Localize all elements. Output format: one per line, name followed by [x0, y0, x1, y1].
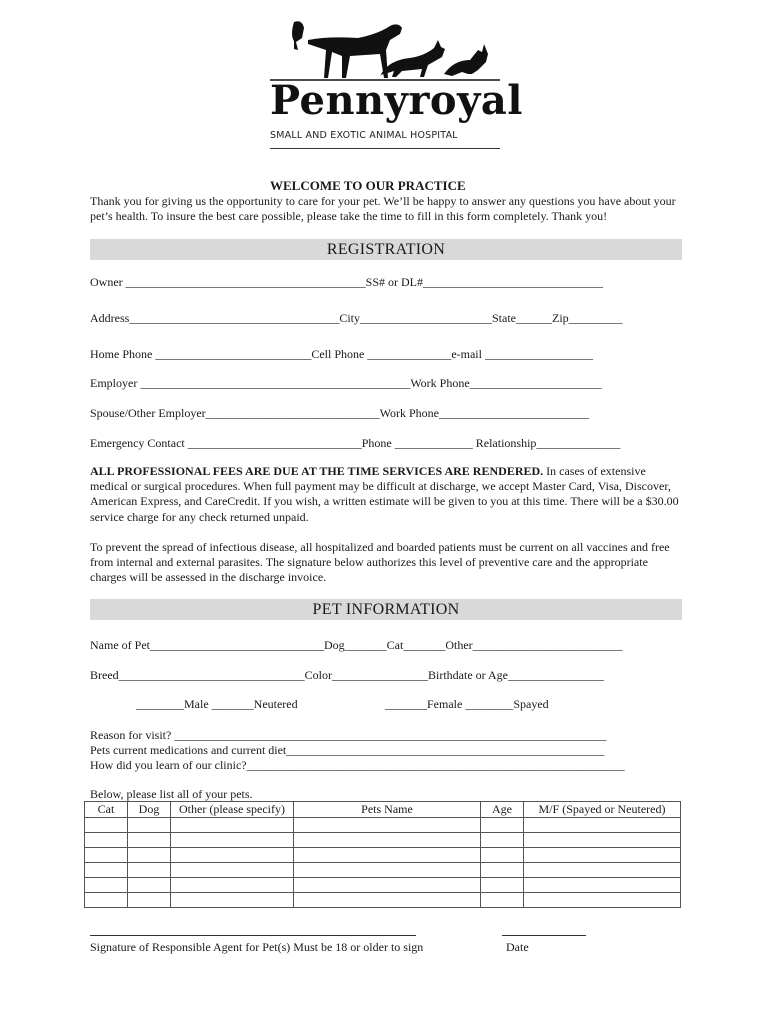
table-cell-input[interactable] [85, 863, 128, 878]
spouse-employer-field[interactable]: Spouse/Other Employer_____________________________Work Phone_________________________ [90, 406, 590, 420]
reason-field[interactable]: Reason for visit? ________________________________________________________________________ [90, 728, 607, 742]
table-cell-input[interactable] [85, 878, 128, 893]
date-label: Date [506, 940, 529, 954]
infection-policy: To prevent the spread of infectious disease, all hospitalized and boarded patients must be current on all vaccines and free from internal and external parasites. The signature below authorizes this level of preventive care and the appropriate charges will be assessed in the discharge invoice. [90, 540, 670, 585]
table-cell-input[interactable] [294, 833, 481, 848]
table-cell-input[interactable] [481, 833, 524, 848]
table-cell-input[interactable] [85, 818, 128, 833]
pets-table-header [85, 802, 681, 818]
table-cell-input[interactable] [524, 863, 681, 878]
table-cell-input[interactable] [294, 893, 481, 908]
table-cell-input[interactable] [171, 833, 294, 848]
table-cell-input[interactable] [171, 863, 294, 878]
table-cell-input[interactable] [524, 833, 681, 848]
pet-name-field[interactable]: Name of Pet_____________________________Dog_______Cat_______Other_________________________ [90, 638, 623, 652]
owner-field[interactable]: Owner ________________________________________SS# or DL#______________________________ [90, 275, 603, 289]
fees-policy [90, 464, 682, 525]
table-cell-input[interactable] [481, 863, 524, 878]
page-title: WELCOME TO OUR PRACTICE [270, 178, 466, 193]
fees-policy-bold: ALL PROFESSIONAL FEES ARE DUE AT THE TIME SERVICES ARE RENDERED. [90, 464, 544, 478]
table-row [85, 893, 681, 908]
cat-icon [380, 40, 445, 77]
table-cell-input[interactable] [524, 878, 681, 893]
table-cell-input[interactable] [128, 878, 171, 893]
col-age: Age [481, 802, 524, 818]
col-sex: M/F (Spayed or Neutered) [524, 802, 681, 818]
brand-divider [270, 148, 500, 149]
date-line[interactable] [502, 935, 586, 936]
col-cat: Cat [85, 802, 128, 818]
brand-name: Pennyroyal [270, 77, 523, 124]
table-cell-input[interactable] [524, 848, 681, 863]
signature-label: Signature of Responsible Agent for Pet(s) Must be 18 or older to sign [90, 940, 424, 954]
table-row [85, 833, 681, 848]
emergency-contact-field[interactable]: Emergency Contact _____________________________Phone _____________ Relationship______________ [90, 436, 621, 450]
table-cell-input[interactable] [294, 878, 481, 893]
referral-field[interactable]: How did you learn of our clinic?_______________________________________________________________ [90, 758, 625, 772]
table-cell-input[interactable] [171, 878, 294, 893]
phone-field[interactable]: Home Phone __________________________Cell Phone ______________e-mail __________________ [90, 347, 593, 361]
col-other: Other (please specify) [171, 802, 294, 818]
table-cell-input[interactable] [294, 818, 481, 833]
table-cell-input[interactable] [85, 893, 128, 908]
table-cell-input[interactable] [481, 848, 524, 863]
table-row [85, 863, 681, 878]
col-dog: Dog [128, 802, 171, 818]
pet-info-heading: PET INFORMATION [90, 599, 682, 620]
fees-policy-text: In cases of extensive medical or surgical procedures. When full payment may be difficult at discharge, we accept Master Card, Visa, Discover, American Express, and CareCredit. If you wish, a written estimate will be given to you at this time. There will be a $30.00 service charge for any check returned unpaid. [90, 464, 679, 524]
table-cell-input[interactable] [128, 893, 171, 908]
brand-tagline: SMALL AND EXOTIC ANIMAL HOSPITAL [270, 130, 458, 141]
signature-line[interactable] [90, 935, 416, 936]
pets-table [84, 801, 681, 908]
animals-logo-illustration [268, 18, 508, 84]
table-cell-input[interactable] [85, 848, 128, 863]
table-cell-input[interactable] [128, 863, 171, 878]
address-field[interactable]: Address___________________________________City______________________State______Zip_________ [90, 311, 623, 325]
col-pet-name: Pets Name [294, 802, 481, 818]
table-cell-input[interactable] [128, 818, 171, 833]
intro-text: Thank you for giving us the opportunity to care for your pet. We’ll be happy to answer any questions you have about your pet’s health. To insure the best care possible, please take the time to fill in this form completely. Thank you! [90, 194, 676, 224]
table-cell-input[interactable] [481, 878, 524, 893]
table-cell-input[interactable] [294, 863, 481, 878]
medications-field[interactable]: Pets current medications and current diet_____________________________________________________ [90, 743, 605, 757]
employer-field[interactable]: Employer _____________________________________________Work Phone______________________ [90, 376, 602, 390]
table-cell-input[interactable] [524, 818, 681, 833]
table-cell-input[interactable] [481, 893, 524, 908]
table-cell-input[interactable] [294, 848, 481, 863]
rabbit-icon [444, 44, 488, 76]
breed-field[interactable]: Breed_______________________________Color________________Birthdate or Age________________ [90, 668, 604, 682]
table-cell-input[interactable] [128, 848, 171, 863]
registration-heading: REGISTRATION [90, 239, 682, 260]
table-cell-input[interactable] [481, 818, 524, 833]
table-row [85, 818, 681, 833]
pets-table-body [85, 818, 681, 908]
pets-list-intro: Below, please list all of your pets. [90, 787, 253, 801]
table-cell-input[interactable] [128, 833, 171, 848]
parrot-icon [292, 21, 304, 50]
table-cell-input[interactable] [171, 848, 294, 863]
female-spayed-field[interactable]: _______Female ________Spayed [385, 697, 549, 711]
table-cell-input[interactable] [524, 893, 681, 908]
table-row [85, 848, 681, 863]
table-cell-input[interactable] [171, 893, 294, 908]
table-cell-input[interactable] [85, 833, 128, 848]
table-cell-input[interactable] [171, 818, 294, 833]
male-neutered-field[interactable]: ________Male _______Neutered [136, 697, 298, 711]
table-row [85, 878, 681, 893]
